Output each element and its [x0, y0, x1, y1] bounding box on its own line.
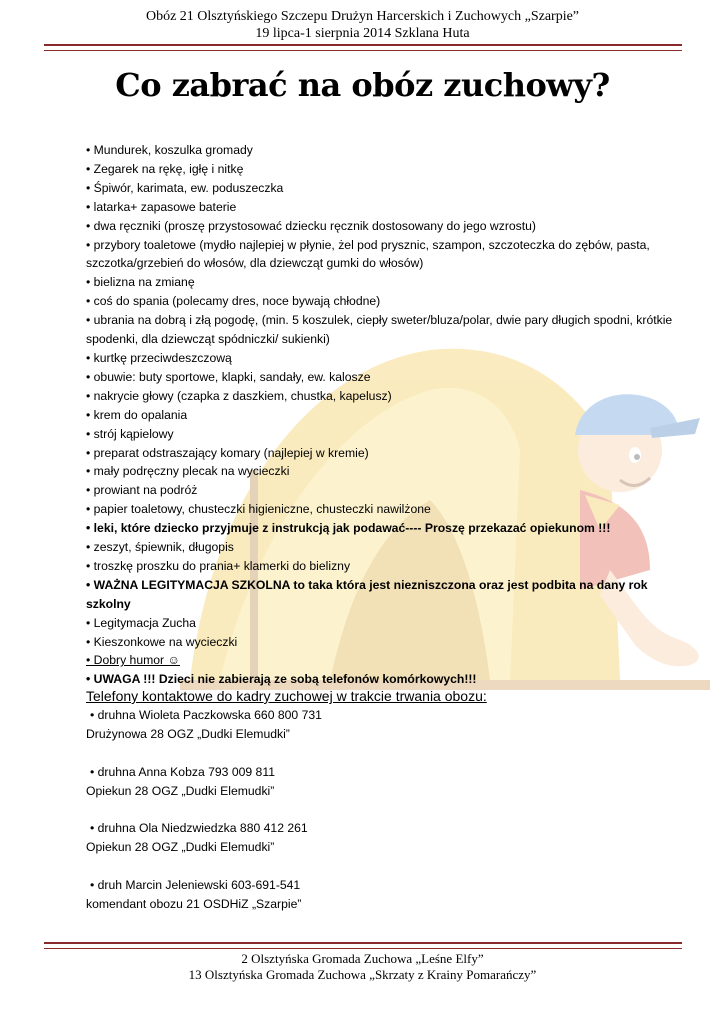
list-item: • coś do spania (polecamy dres, noce bywają chłodne) [86, 294, 381, 309]
contact-name: • druhna Ola Niedzwiedzka 880 412 261 [90, 821, 308, 836]
header-line-1: Obóz 21 Olsztyńskiego Szczepu Drużyn Harcerskich i Zuchowych „Szarpie” [145, 9, 580, 24]
list-item: • troszkę proszku do prania+ klamerki do bielizny [86, 558, 351, 573]
list-item-school-id-warning: • WAŻNA LEGITYMACJA SZKOLNA to taka która jest niezniszczona oraz jest podbita na dany rok szkolny [86, 577, 648, 611]
list-item: • obuwie: buty sportowe, klapki, sandały, ew. kalosze [86, 369, 371, 384]
list-item: • latarka+ zapasowe baterie [86, 199, 237, 214]
list-item-good-humor: • Dobry humor ☺ [86, 653, 180, 668]
footer-divider [44, 942, 682, 949]
page-header [0, 8, 725, 42]
packing-list [86, 141, 690, 689]
list-item-medicine-warning: • leki, które dziecko przyjmuje z instrukcją jak podawać---- Proszę przekazać opiekunom !!! [86, 521, 611, 536]
footer-line-1: 2 Olsztyńska Gromada Zuchowa „Leśne Elfy” [241, 951, 484, 966]
list-item: • Legitymacja Zucha [86, 615, 196, 630]
spacer [86, 744, 690, 763]
list-item: • kurtkę przeciwdeszczową [86, 350, 232, 365]
list-item: • zeszyt, śpiewnik, długopis [86, 540, 234, 555]
list-item: • ubrania na dobrą i złą pogodę, (min. 5 koszulek, ciepły sweter/bluza/polar, dwie pary długich spodni, krótkie spodenki, dla dziewcząt spódniczki/ sukienki) [86, 313, 673, 347]
spacer [86, 801, 690, 820]
list-item-phones-warning: • UWAGA !!! Dzieci nie zabierają ze sobą telefonów komórkowych!!! [86, 672, 477, 687]
list-item: • Kieszonkowe na wycieczki [86, 634, 238, 649]
list-item: • prowiant na podróż [86, 483, 198, 498]
list-item: • Śpiwór, karimata, ew. poduszeczka [86, 180, 284, 195]
list-item: • mały podręczny plecak na wycieczki [86, 464, 290, 479]
contact-role: Opiekun 28 OGZ „Dudki Elemudki” [86, 783, 275, 798]
list-item: • Mundurek, koszulka gromady [86, 143, 253, 157]
contacts-section [86, 686, 690, 914]
list-item: • nakrycie głowy (czapka z daszkiem, chustka, kapelusz) [86, 388, 392, 403]
footer-line-2: 13 Olsztyńska Gromada Zuchowa „Skrzaty z Krainy Pomarańczy” [188, 967, 537, 982]
contacts-heading: Telefony kontaktowe do kadry zuchowej w trakcie trwania obozu: [86, 688, 487, 704]
contact-role: Opiekun 28 OGZ „Dudki Elemudki” [86, 840, 275, 855]
contact-role: Drużynowa 28 OGZ „Dudki Elemudki” [86, 726, 290, 741]
list-item: • dwa ręczniki (proszę przystosować dziecku ręcznik dostosowany do jego wzrostu) [86, 218, 536, 233]
contact-name: • druh Marcin Jeleniewski 603-691-541 [90, 878, 301, 893]
page-footer [0, 951, 725, 983]
list-item: • przybory toaletowe (mydło najlepiej w płynie, żel pod prysznic, szampon, szczoteczka do zębów, pasta, szczotka/grzebień do włosów, dla dziewcząt gumki do włosów) [86, 237, 650, 271]
list-item: • krem do opalania [86, 407, 188, 422]
header-divider [44, 44, 682, 51]
contact-role: komendant obozu 21 OSDHiZ „Szarpie” [86, 897, 302, 912]
spacer [86, 857, 690, 876]
list-item: • Zegarek na rękę, igłę i nitkę [86, 161, 244, 176]
list-item: • papier toaletowy, chusteczki higieniczne, chusteczki nawilżone [86, 502, 431, 517]
list-item: • strój kąpielowy [86, 426, 174, 441]
contact-name: • druhna Anna Kobza 793 009 811 [90, 764, 275, 779]
header-line-2: 19 lipca-1 sierpnia 2014 Szklana Huta [255, 26, 470, 41]
list-item: • preparat odstraszający komary (najlepiej w kremie) [86, 445, 369, 460]
contact-name: • druhna Wioleta Paczkowska 660 800 731 [90, 708, 322, 722]
list-item: • bielizna na zmianę [86, 275, 195, 290]
page-title: Co zabrać na obóz zuchowy? [115, 66, 610, 104]
